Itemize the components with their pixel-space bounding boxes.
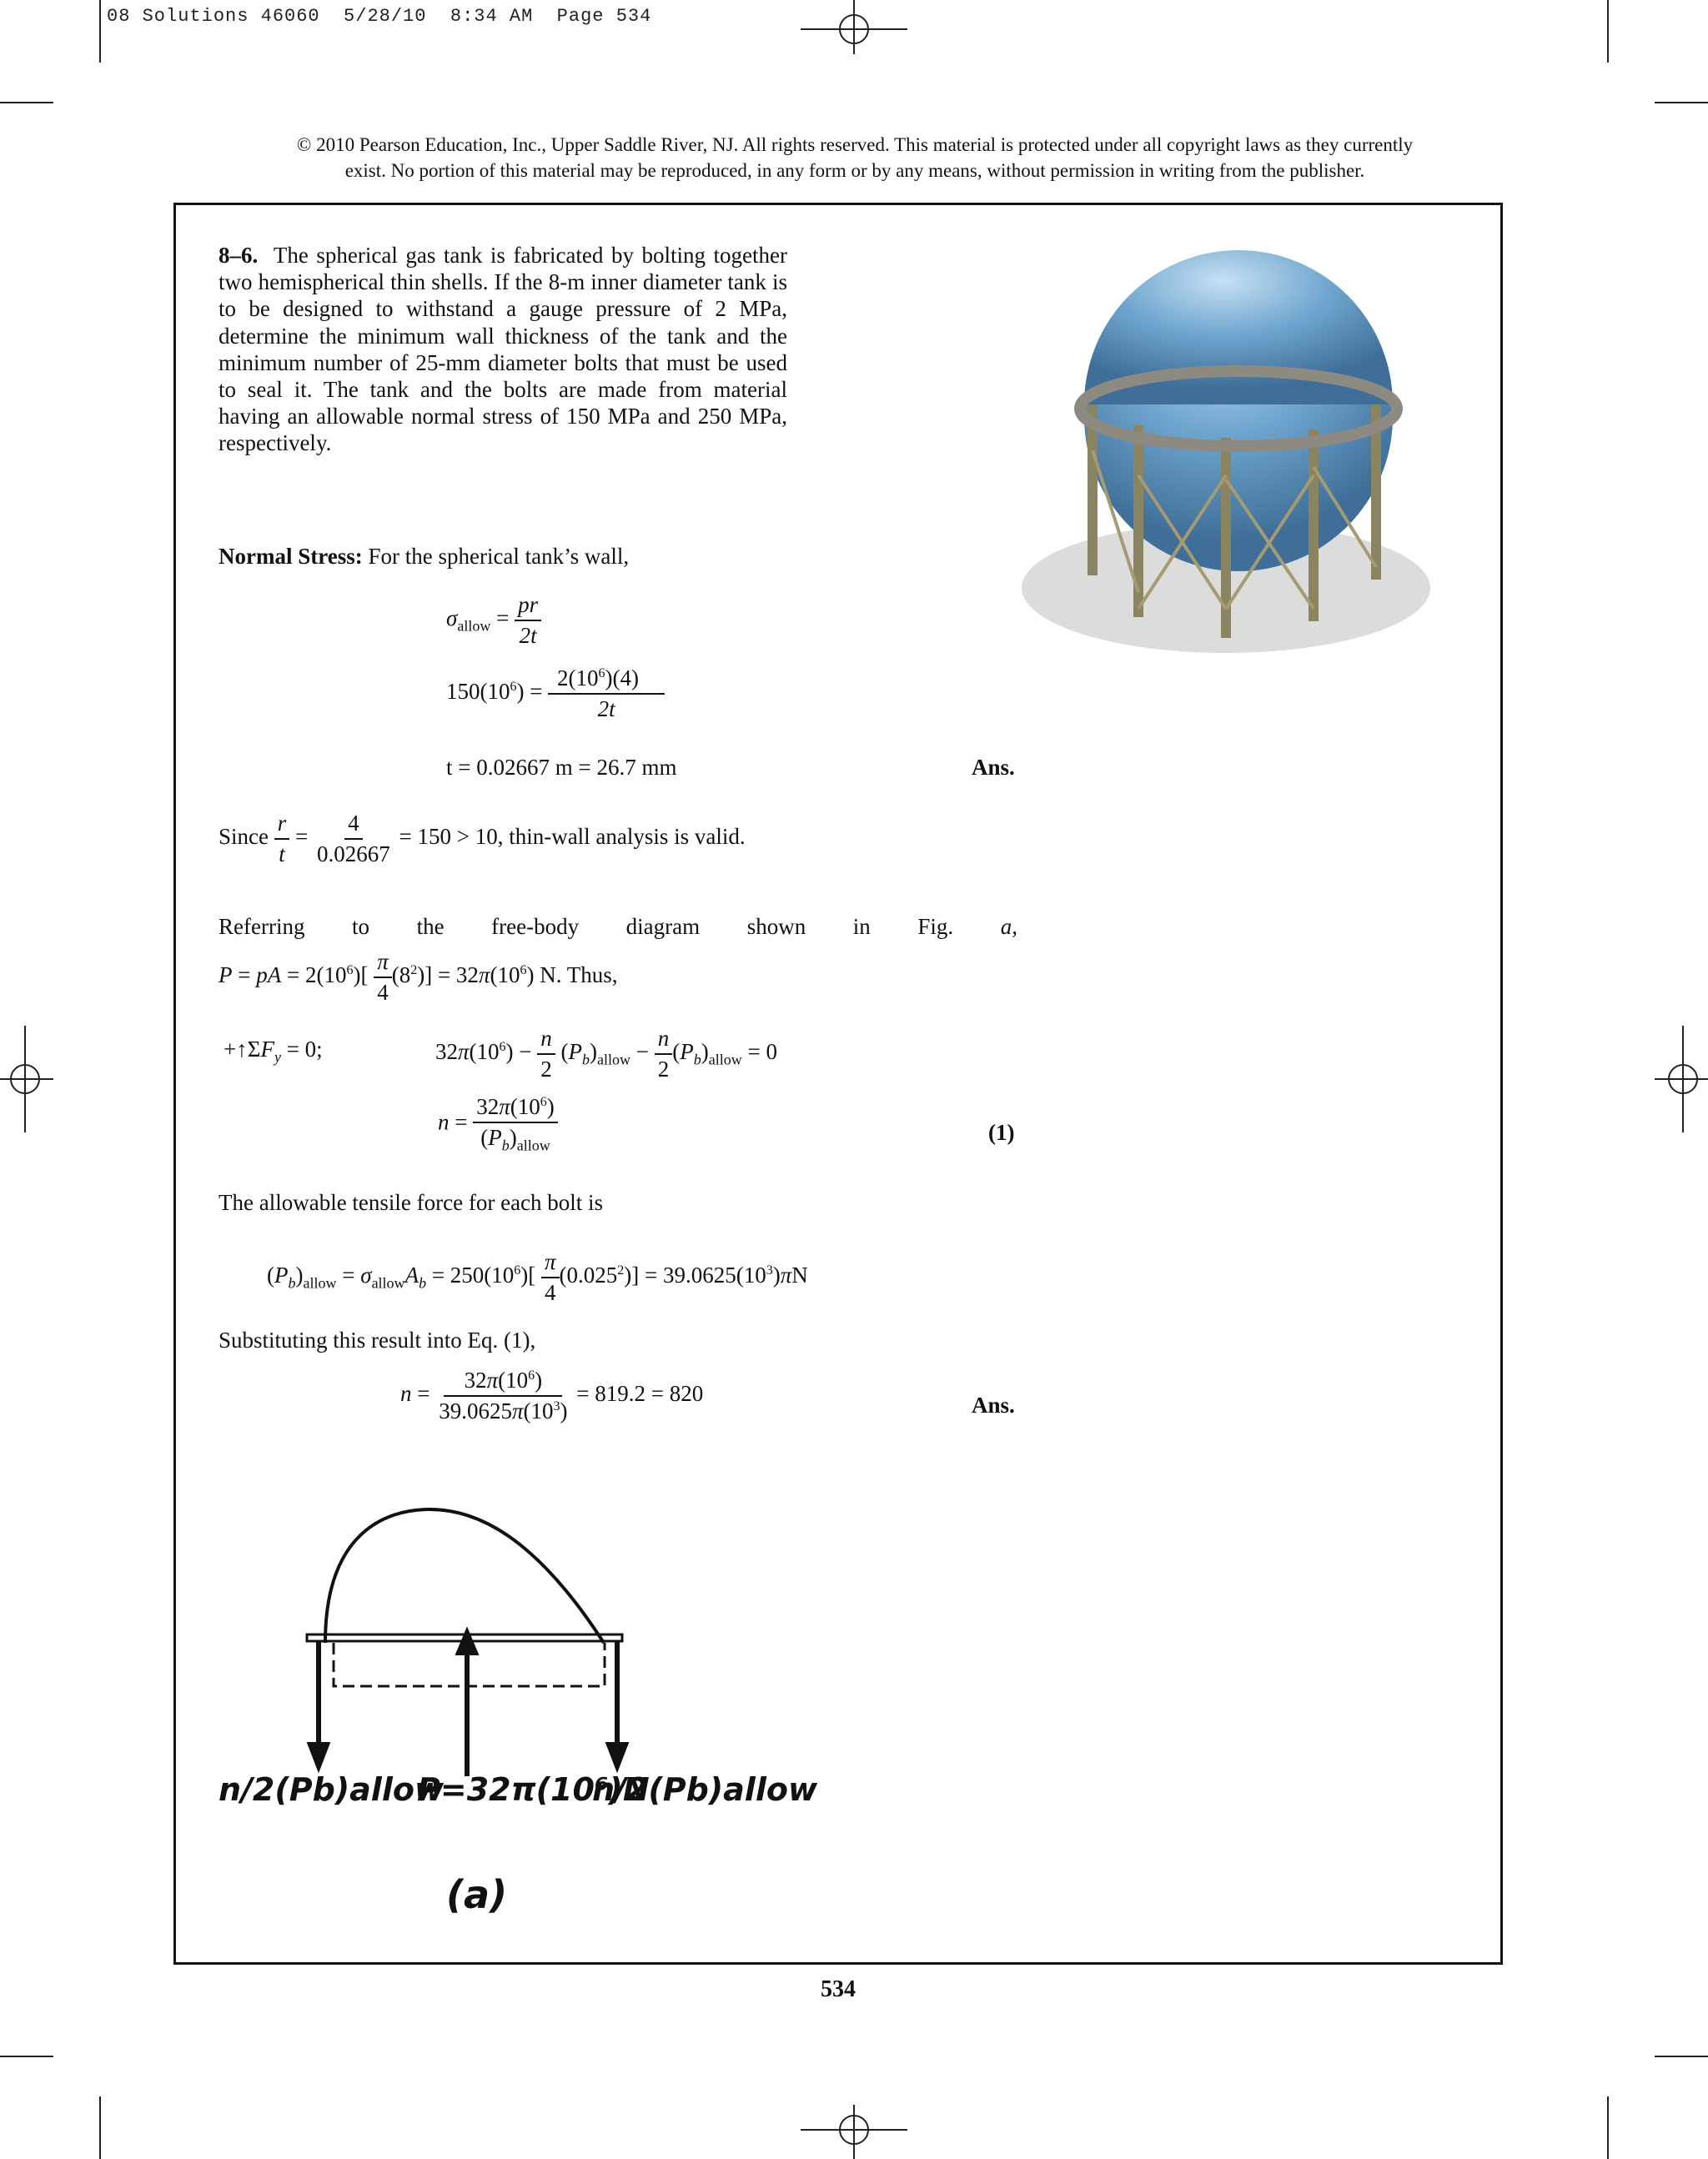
hemisphere-outline [325,1509,604,1643]
equation-n: n = $\frac{32\pi(10^6)}{(P_b)_{allow}}$ [438,1094,558,1154]
substituting-text: Substituting this result into Eq. (1), [219,1328,536,1353]
normal-stress-line [219,544,629,570]
referring-line [219,914,1017,940]
problem-statement [219,242,787,457]
bolt-force-arrows [310,1633,625,1776]
page-number: 534 [821,1976,856,2002]
word: shown [746,914,806,939]
word: to [352,914,370,939]
fbd-label-middle: P=32π(10⁶)N [417,1771,650,1808]
word: free-body [491,914,580,939]
equation-equilibrium: $32\pi(10^6)$ − $\frac{n}{2}$ $(P_b)_{allow}$ − $\frac{n}{2}$ $(P_b)_{allow} = 0$ [435,1026,777,1082]
normal-stress-text: For the spherical tank’s wall, [368,544,630,569]
allowable-force-text: The allowable tensile force for each bolt is [219,1190,604,1215]
word: diagram [625,914,701,939]
equation-number: (1) [988,1120,1015,1145]
fbd-label-left: n/2(Pb)allow [219,1771,445,1808]
equilibrium-label: $+↑\Sigma F_y = 0$; [224,1037,323,1066]
normal-stress-heading: Normal Stress: [219,544,363,569]
thickness-result: t = 0.02667 m = 26.7 mm [446,755,677,780]
copyright-notice [167,132,1543,183]
fbd-label-right: n/2(Pb)allow [592,1771,818,1808]
equation-force-p: P = pA = $2(10^6)$[ $\frac{\pi}{4}$ $(8^2)] = 32\pi(10^6)$ N. Thus, [219,949,618,1005]
figure-caption: (a) [446,1872,508,1917]
answer-label-1: Ans. [972,755,1015,780]
copyright-line-2: exist. No portion of this material may be reproduced, in any form or by any means, without permission in writing from the publisher. [344,160,1365,181]
print-slug: 08 Solutions 46060 5/28/10 8:34 AM Page 534 [107,6,652,27]
since-prefix: Since [219,824,269,850]
word: a, [1000,914,1017,939]
n-result: = 819.2 = 820 [576,1381,704,1407]
word: in [852,914,871,939]
thin-wall-check: Since $\frac{r}{t}$ = $\frac{4}{0.02667}$ = 150 > 10, thin-wall analysis is valid. [219,811,746,866]
since-suffix: = 150 > 10, thin-wall analysis is valid. [399,824,746,850]
problem-text: The spherical gas tank is fabricated by bolting together two hemispherical thin shells. If the 8-m inner diameter tank is to be designed to withstand a gauge pressure of 2 MPa, determine the minimum wall thickness of the tank and the minimum number of 25-mm diameter bolts that must be used to seal it. The tank and the bolts are made from material having an allowable normal stress of 150 MPa and 250 MPa, respectively. [219,243,787,456]
problem-number: 8–6. [219,243,259,268]
word: Fig. [917,914,954,939]
equation-n-result: n = $\frac{32\pi(10^6)}{39.0625\pi(10^3)}$ = 819.2 = 820 [400,1368,704,1423]
free-body-diagram [217,1501,684,1776]
gas-tank-illustration [1017,250,1434,659]
copyright-line-1: © 2010 Pearson Education, Inc., Upper Saddle River, NJ. All rights reserved. This material is protected under all copyright laws as they currently [296,134,1414,155]
equation-thickness-substitution: $150(10^6)$ = $\frac{2(10^6)(4)}{2t}$ [446,665,665,722]
word: the [416,914,445,939]
equation-bolt-force: $(P_b)_{allow} = \sigma_{allow}A_b = 250(10^6)$[ $\frac{\pi}{4}$ $(0.025^2)] = 39.0625(10^3)\pi N$ [267,1249,808,1305]
word: Referring [219,914,305,939]
thus-text: N. Thus, [540,962,618,988]
answer-label-2: Ans. [972,1393,1015,1418]
equation-allowable-stress: $\sigma_{allow}$ = $\frac{pr}{2t}$ [446,592,541,649]
